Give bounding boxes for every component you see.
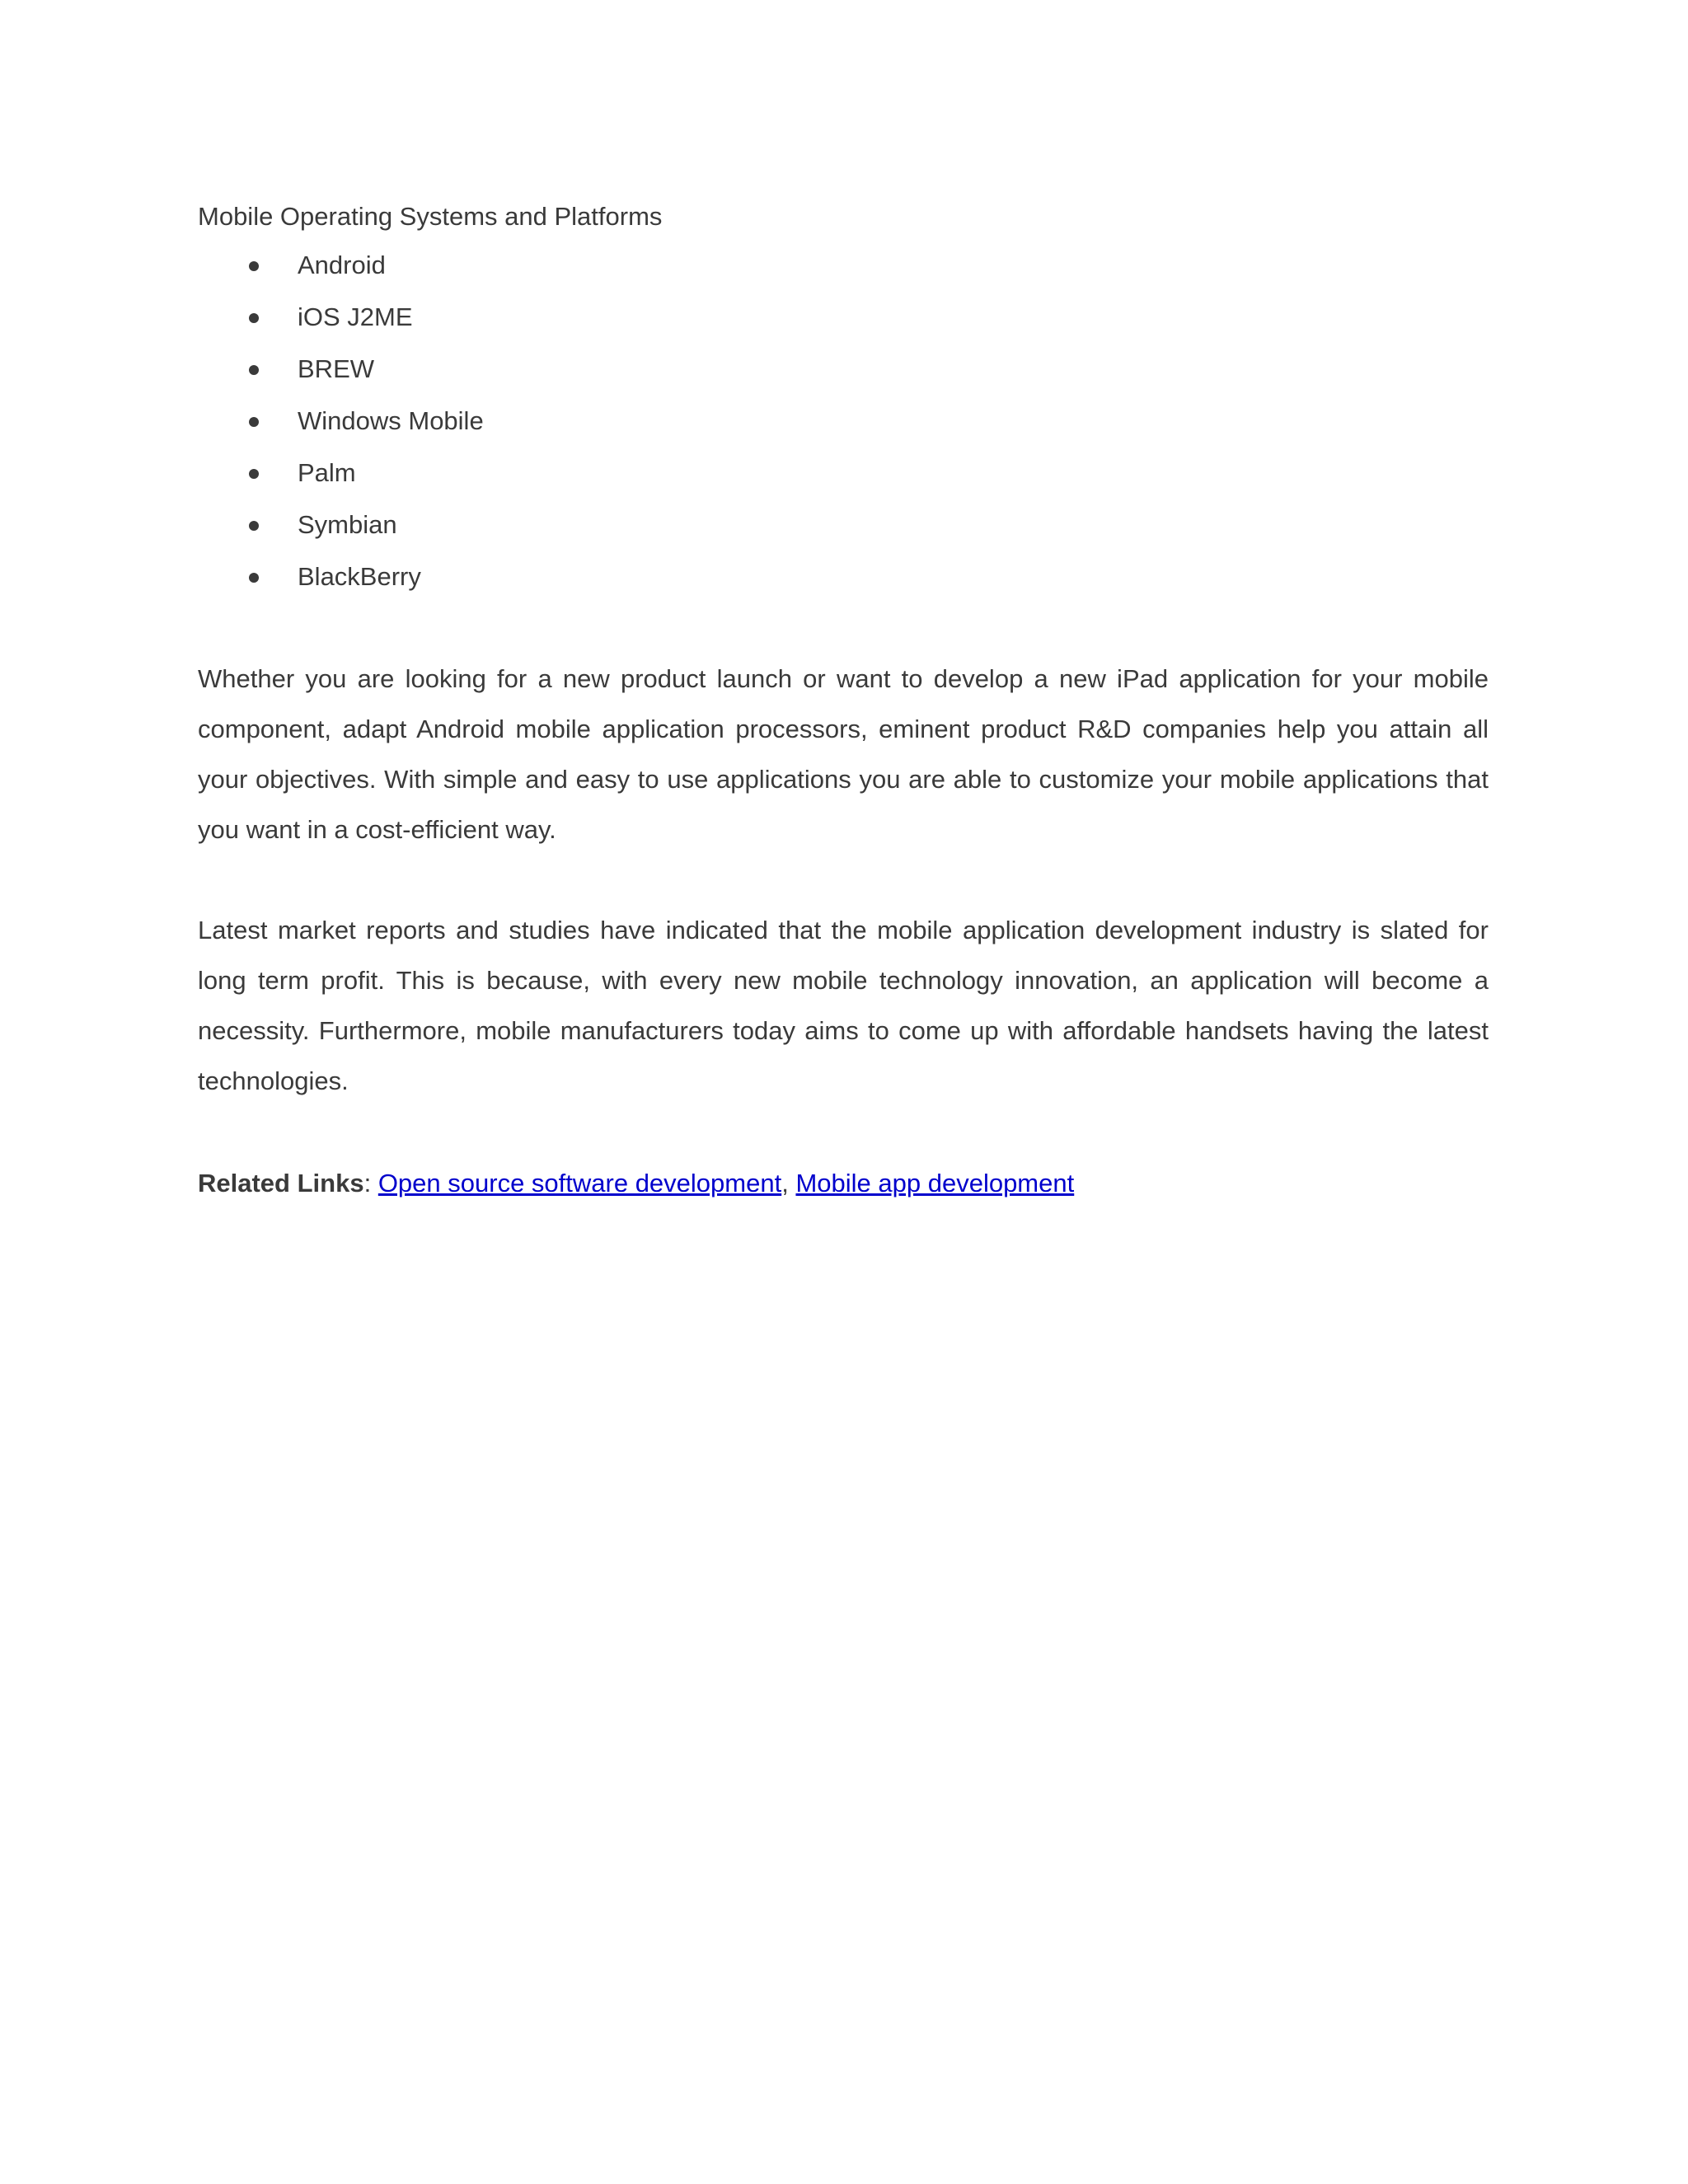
bullet-icon xyxy=(249,365,259,375)
link-separator: , xyxy=(781,1169,789,1197)
bullet-icon xyxy=(249,469,259,479)
body-paragraph: Whether you are looking for a new product launch or want to develop a new iPad application for your mobile component, adapt Android mobile application processors, eminent product R&D companies help you attain all your objectives. With simple and easy to use applications you are able to customize your mobile applications that you want in a cost-efficient way. xyxy=(198,664,1489,844)
body-paragraph: Latest market reports and studies have indicated that the mobile application development industry is slated for long term profit. This is because, with every new mobile technology innovation, an application will become a necessity. Furthermore, mobile manufacturers today aims to come up with affordable handsets having the latest technologies. xyxy=(198,916,1489,1095)
related-links-label: Related Links xyxy=(198,1169,364,1197)
open-source-link[interactable]: Open source software development xyxy=(377,1169,782,1197)
platform-label: iOS J2ME xyxy=(298,302,413,331)
list-item xyxy=(198,499,1489,551)
platform-label: BREW xyxy=(298,354,374,383)
related-links xyxy=(198,1158,1489,1208)
platform-label: Palm xyxy=(298,458,356,487)
mobile-app-link[interactable]: Mobile app development xyxy=(795,1169,1075,1197)
list-item xyxy=(198,551,1489,602)
bullet-icon xyxy=(249,417,259,427)
bullet-icon xyxy=(249,573,259,583)
platform-label: Windows Mobile xyxy=(298,406,484,435)
section-heading: Mobile Operating Systems and Platforms xyxy=(198,202,663,231)
platform-label: Symbian xyxy=(298,510,397,539)
related-links-colon: : xyxy=(363,1169,372,1197)
bullet-icon xyxy=(249,261,259,271)
document-page xyxy=(198,194,1489,1208)
list-item xyxy=(198,291,1489,343)
list-item xyxy=(198,447,1489,499)
platform-label: Android xyxy=(298,251,386,279)
platform-list xyxy=(198,239,1489,602)
list-item xyxy=(198,395,1489,447)
list-item xyxy=(198,343,1489,395)
bullet-icon xyxy=(249,313,259,323)
platform-label: BlackBerry xyxy=(298,562,421,591)
bullet-icon xyxy=(249,521,259,531)
list-item xyxy=(198,239,1489,291)
